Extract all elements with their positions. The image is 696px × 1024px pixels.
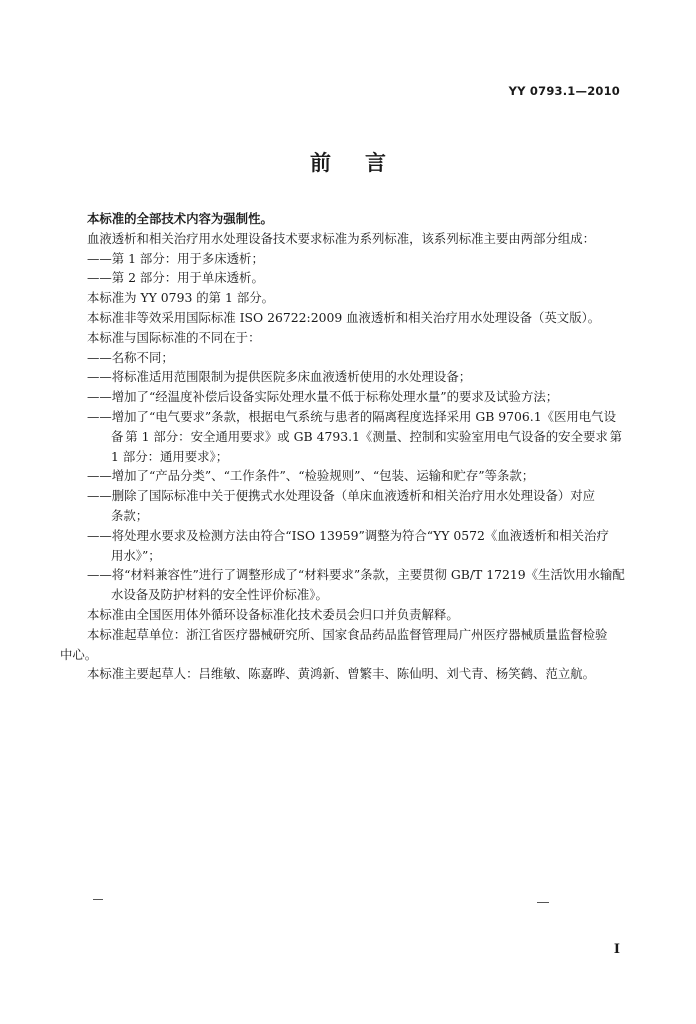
text-fragment: 第 <box>609 428 622 444</box>
scan-speck <box>93 899 103 900</box>
list-item: ——名称不同； <box>87 349 174 365</box>
text-fragment: 备 <box>111 428 124 444</box>
page-title: 前言 <box>310 151 420 175</box>
text-line: 本标准主要起草人：吕维敏、陈嘉晔、黄鸿新、曾繁丰、陈仙明、刘弋青、杨笑鹤、范立航。 <box>87 666 596 682</box>
list-item: ——增加了“电气要求”条款，根据电气系统与患者的隔离程度选择采用 GB 9706.1《医用电气设 <box>87 408 616 424</box>
list-item-continuation: 条款； <box>111 507 149 523</box>
text-line-wrap: 中心。 <box>60 646 98 662</box>
list-item: ——第 2 部分：用于单床透析。 <box>87 270 264 286</box>
text-line: 本标准非等效采用国际标准 ISO 26722:2009 血液透析和相关治疗用水处理设备（英文版）。 <box>87 309 601 325</box>
list-item-continuation: 用水》”； <box>111 547 161 563</box>
text-line: 本标准与国际标准的不同在于： <box>87 329 261 345</box>
list-item-continuation: 水设备及防护材料的安全性评价标准》。 <box>111 587 328 603</box>
page-number: I <box>613 942 620 957</box>
list-item: ——增加了“产品分类”、“工作条件”、“检验规则”、“包装、运输和贮存”等条款； <box>87 468 535 484</box>
foreword-body <box>60 209 625 684</box>
list-item: ——将处理水要求及检测方法由符合“ISO 13959”调整为符合“YY 0572《血液透析和相关治疗 <box>87 527 609 543</box>
list-item: ——增加了“经温度补偿后设备实际处理水量不低于标称处理水量”的要求及试验方法； <box>87 389 559 405</box>
text-line: 本标准由全国医用体外循环设备标准化技术委员会归口并负责解释。 <box>87 606 459 622</box>
list-item-continuation <box>64 427 622 447</box>
text-line: 本标准为 YY 0793 的第 1 部分。 <box>87 290 274 306</box>
list-item: ——第 1 部分：用于多床透析； <box>87 250 264 266</box>
text-fragment: 第 1 部分：安全通用要求》或 GB 4793.1《测量、控制和实验室用电气设备的安全要求 <box>125 428 608 444</box>
text-line: 本标准起草单位：浙江省医疗器械研究所、国家食品药品监督管理局广州医疗器械质量监督检验 <box>87 626 608 642</box>
list-item: ——将“材料兼容性”进行了调整形成了“材料要求”条款，主要贯彻 GB/T 17219《生活饮用水输配 <box>87 567 625 583</box>
standard-code: YY 0793.1—2010 <box>508 84 620 98</box>
text-line-mandatory: 本标准的全部技术内容为强制性。 <box>87 211 273 226</box>
list-item: ——删除了国际标准中关于便携式水处理设备（单床血液透析和相关治疗用水处理设备）对应 <box>87 488 596 504</box>
list-item: ——将标准适用范围限制为提供医院多床血液透析使用的水处理设备； <box>87 369 472 385</box>
scan-speck <box>537 902 549 903</box>
list-item-continuation: 1 部分：通用要求》； <box>111 448 229 464</box>
text-line: 血液透析和相关治疗用水处理设备技术要求标准为系列标准，该系列标准主要由两部分组成： <box>87 230 596 246</box>
